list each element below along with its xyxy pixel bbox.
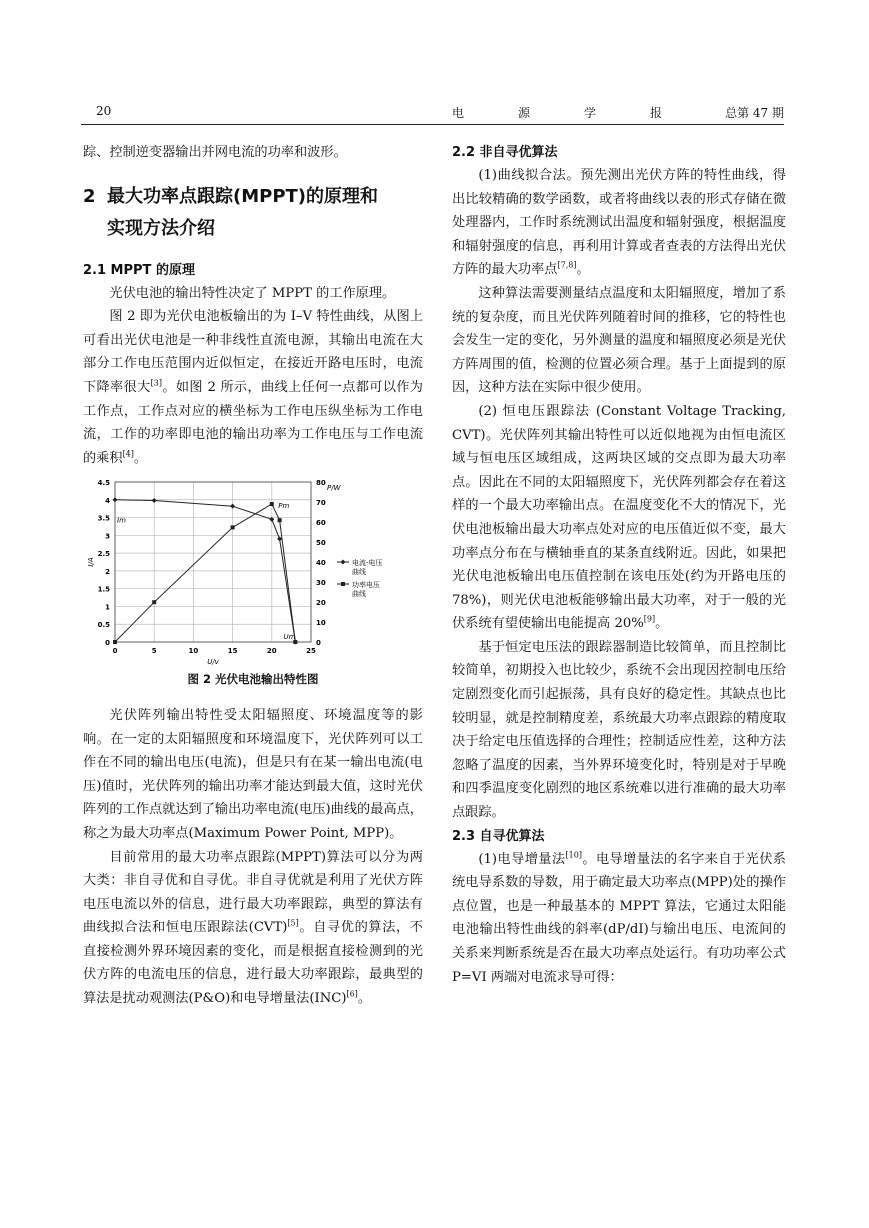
figure-caption: 图 2 光伏电池输出特性图 — [187, 672, 319, 687]
y-right-tick-label: 60 — [316, 519, 326, 528]
y-left-tick-label: 0 — [105, 639, 110, 648]
citation: [4] — [122, 449, 134, 459]
text-run: 。电导增量法的名字来自于光伏系统电导系数的导数，用于确定最大功率点(MPP)处的操作点位置，也是一种最基本的 MPPT 算法，它通过太阳能电池输出特性曲线的斜率(dP/dI)与输出电压、电流间的关系来判断系统是否在最大功率点处运行。有功功率公式 P=VI 两端对电流求导可得： — [452, 851, 786, 985]
legend-label-cont: 曲线 — [352, 568, 366, 577]
series-line-2 — [115, 504, 295, 642]
paragraph — [452, 164, 786, 282]
paragraph: 光伏电池的输出特性决定了 MPPT 的工作原理。 — [109, 285, 396, 301]
citation: [5] — [287, 918, 299, 928]
y-left-tick-label: 3.5 — [97, 514, 110, 523]
x-tick-label: 0 — [112, 647, 118, 656]
iv-chart — [83, 476, 423, 666]
right-column — [452, 141, 786, 989]
text-run: 。自寻优的算法，不直接检测外界环境因素的变化，而是根据直接检测到的光伏方阵的电流电压的信息，进行最大功率跟踪，最典型的算法是扰动观测法(P&O)和电导增量法(INC) — [83, 920, 423, 1007]
text-run: (1)电导增量法 — [478, 851, 566, 867]
text-run: 。 — [655, 616, 669, 632]
y-left-tick-label: 2.5 — [97, 550, 110, 559]
x-tick-label: 10 — [188, 647, 199, 656]
legend-label: 功率电压 — [352, 581, 380, 590]
data-point — [270, 502, 274, 506]
paragraph: 光伏阵列输出特性受太阳辐照度、环境温度等的影响。在一定的太阳辐照度和环境温度下，光伏阵列可以工作在不同的输出电压(电流)，但是只有在某一输出电流(电压)值时，光伏阵列的输出功率才能达到最大值，这时光伏阵列的工作点就达到了输出功率电流(电压)曲线的最高点，称之为最大功率点(Maximum Power Point, MPP)。 — [83, 707, 423, 841]
y-left-tick-label: 2 — [105, 568, 110, 577]
y-left-tick-label: 4.5 — [97, 479, 110, 488]
x-tick-label: 20 — [266, 647, 277, 656]
annotation-pm: Pm — [278, 502, 290, 511]
data-point — [231, 526, 235, 530]
data-point — [113, 498, 118, 503]
text-run: 。 — [133, 450, 148, 466]
y-right-tick-label: 20 — [316, 599, 326, 608]
subsection-heading: 2.3 自寻优算法 — [452, 828, 545, 844]
paragraph — [452, 848, 786, 990]
x-tick-label: 25 — [306, 647, 316, 656]
y-right-tick-label: 0 — [316, 639, 321, 648]
y-right-tick-label: 50 — [316, 539, 326, 548]
data-point — [113, 640, 117, 644]
annotation-um: Um — [283, 633, 296, 642]
text-run: 。 — [357, 991, 371, 1007]
citation: [3] — [150, 378, 162, 388]
section-title-line1: 最大功率点跟踪(MPPT)的原理和 — [107, 185, 379, 207]
y-right-tick-label: 30 — [316, 579, 326, 588]
left-column — [83, 141, 423, 1011]
legend-label-cont: 曲线 — [352, 590, 366, 599]
text-run: 目前常用的最大功率点跟踪(MPPT)算法可以分为两大类：非自寻优和自寻优。非自寻优就是利用了光伏方阵电压电流以外的信息，进行最大功率跟踪，典型的算法有曲线拟合法和恒电压跟踪法(CVT) — [83, 849, 423, 936]
y-right-tick-label: 70 — [316, 499, 326, 508]
figure-2 — [83, 476, 423, 666]
subsection-heading: 2.1 MPPT 的原理 — [83, 262, 195, 278]
y-left-tick-label: 0.5 — [97, 621, 110, 630]
section-title-line2: 实现方法介绍 — [107, 217, 215, 239]
data-point — [278, 519, 282, 523]
y-left-tick-label: 4 — [105, 497, 110, 506]
text-run: 图 2 即为光伏电池板输出的为 I–V 特性曲线，从图上可看出光伏电池是一种非线性直流电源，其输出电流在大部分工作电压范围内近似恒定，在接近开路电压时，电流下降率很大 — [83, 309, 423, 395]
page-number: 20 — [96, 104, 112, 118]
legend-marker — [341, 560, 346, 565]
paragraph: 这种算法需要测量结点温度和太阳辐照度，增加了系统的复杂度，而且光伏阵列随着时间的推移，它的特性也会发生一定的变化，另外测量的温度和辐照度必须是光伏方阵周围的值，检测的位置必须合理。基于上面提到的原因，这种方法在实际中很少使用。 — [452, 285, 786, 396]
y-left-axis-label: I/A — [87, 557, 95, 567]
running-header — [96, 104, 784, 122]
citation: [9] — [643, 614, 656, 624]
header-rule — [81, 124, 784, 125]
text-run: (2) 恒电压跟踪法 (Constant Voltage Tracking, CVT)。光伏阵列其输出特性可以近似地视为由恒电流区域与恒电压区域组成，这两块区域的交点即为最大功率点。因此在不同的太阳辐照度下，光伏阵列都会存在着这样的一个最大功率输出点。在温度变化不大的情况下，光伏电池板输出最大功率点处对应的电压值近似不变，最大功率点分布在与横轴垂直的某条直线附近。因此，如果把光伏电池板输出电压值控制在该电压处(约为开路电压的 78%)，则光伏电池板能够输出最大功率，对于一般的光伏系统有望使输出电能提高 20% — [452, 403, 786, 632]
x-tick-label: 15 — [227, 647, 238, 656]
citation: [6] — [346, 989, 358, 999]
section-number: 2 — [83, 185, 96, 207]
y-right-tick-label: 10 — [316, 619, 326, 628]
y-left-tick-label: 3 — [105, 532, 110, 541]
paragraph: 基于恒定电压法的跟踪器制造比较简单，而且控制比较简单，初期投入也比较少，系统不会出现因控制电压给定剧烈变化而引起振荡，具有良好的稳定性。其缺点也比较明显，就是控制精度差，系统最大功率点跟踪的精度取决于给定电压值选择的合理性；控制适应性差，这种方法忽略了温度的因素，当外界环境变化时，特别是对于早晚和四季温度变化剧烈的地区系统难以进行准确的最大功率点跟踪。 — [452, 639, 786, 821]
paragraph — [83, 305, 423, 470]
y-right-tick-label: 40 — [316, 559, 326, 568]
data-point — [152, 498, 157, 503]
y-left-tick-label: 1 — [105, 603, 110, 612]
text-run: (1)曲线拟合法。预先测出光伏方阵的特性曲线，得出比较精确的数学函数，或者将曲线以表的形式存储在微处理器内，工作时系统测试出温度和辐射强度，根据温度和辐射强度的信息，再利用计算或者查表的方法得出光伏方阵的最大功率点 — [452, 168, 786, 278]
annotation-im: Im — [117, 516, 126, 525]
section-heading — [83, 181, 423, 245]
paragraph — [83, 846, 423, 1011]
journal-title: 电源学报 — [452, 106, 717, 120]
data-point — [152, 601, 156, 605]
text-run: 。如图 2 所示，曲线上任何一点都可以作为工作点，工作点对应的横坐标为工作电压纵坐标为工作电流，工作的功率即电池的输出功率为工作电压与工作电流的乘积 — [83, 379, 423, 466]
citation: [7,8] — [557, 260, 577, 270]
text-run: 。 — [576, 262, 590, 278]
x-tick-label: 5 — [151, 647, 157, 656]
legend-label: 电流-电压 — [352, 559, 383, 568]
paragraph — [452, 400, 786, 636]
legend-marker — [341, 582, 345, 586]
x-axis-label: U/v — [207, 658, 219, 667]
citation: [10] — [565, 850, 582, 860]
subsection-heading: 2.2 非自寻优算法 — [452, 145, 558, 160]
data-point — [230, 504, 235, 509]
paragraph: 踪、控制逆变器输出并网电流的功率和波形。 — [83, 145, 347, 160]
y-left-tick-label: 1.5 — [97, 586, 110, 595]
y-right-axis-label: P/W — [327, 484, 341, 493]
y-right-tick-label: 80 — [316, 479, 326, 488]
issue-number: 总第 47 期 — [725, 106, 784, 120]
